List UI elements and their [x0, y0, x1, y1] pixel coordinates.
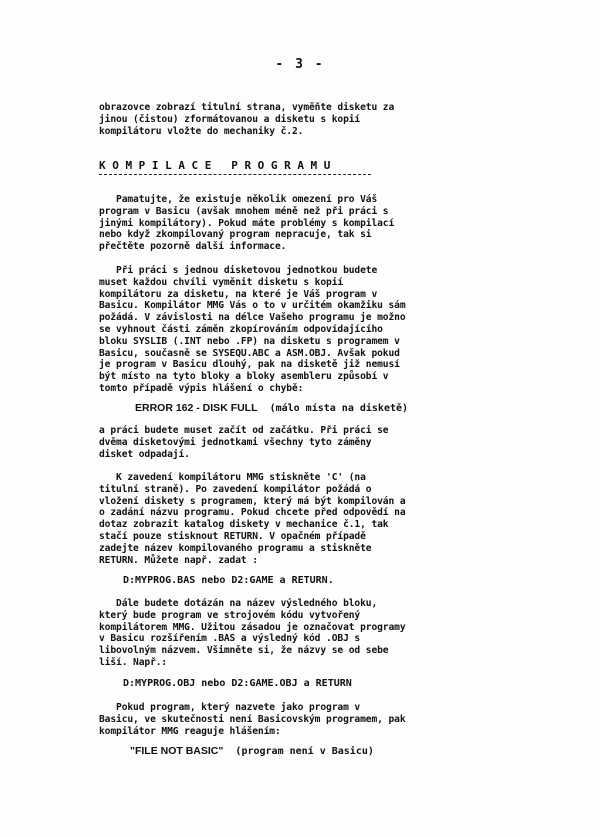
text-line: dotaz zobrazit katalog diskety v mechanice č.1, tak — [99, 519, 389, 531]
paragraph-5 — [99, 598, 509, 669]
paragraph-4 — [99, 472, 509, 566]
text-line: vložení diskety s programem, který má být kompilován a — [99, 495, 406, 507]
text-line: kompilátoru vložte do mechaniky č.2. — [99, 125, 304, 137]
text-line: být místo na tyto bloky a bloky asembleru způsobí v — [99, 371, 389, 383]
intro-paragraph — [99, 102, 509, 137]
text-line: muset každou chvíli vyměnit disketu s kopií — [99, 276, 344, 288]
text-line: jinou (čistou) zformátovanou a disketu s kopií — [99, 113, 361, 125]
heading-underline — [99, 174, 371, 175]
text-line: požádá. V závislosti na délce Vašeho programu je možno — [99, 312, 406, 324]
text-line: jinými kompilátory). Pokud máte problémy s kompilací — [99, 217, 395, 229]
text-line: Basicu, současně se SYSEQU.ABC a ASM.OBJ. Avšak pokud — [99, 347, 400, 359]
text-line: disket odpadají. — [99, 448, 190, 460]
text-line: bloku SYSLIB (.INT nebo .FP) na disketu s programem v — [99, 335, 400, 347]
example-command-2: D:MYPROG.OBJ nebo D2:GAME.OBJ a RETURN — [123, 678, 352, 689]
text-line: nebo když zkompilovaný program nepracuje, tak si — [99, 229, 372, 241]
text-line: Basicu, ve skutečnosti není Basicovským programem, pak — [99, 713, 406, 725]
text-line: Pamatujte, že existuje několik omezení pro Váš — [99, 194, 378, 205]
error-message-line — [135, 402, 408, 414]
text-line: Basicu. Kompilátor MMG Vás o to v určitém okamžiku sám — [99, 300, 406, 312]
error-note-2: (program není v Basicu) — [235, 746, 374, 757]
text-line: RETURN. Můžete např. zadat : — [99, 554, 258, 566]
text-line: a práci budete muset začít od začátku. Při práci se — [99, 425, 389, 436]
text-line: libovolným názvem. Všimněte si, že názvy se od sebe — [99, 645, 389, 657]
text-line: liší. Např.: — [99, 656, 168, 668]
text-line: tomto případě výpis hlášení o chybě: — [99, 382, 304, 394]
text-line: K zavedení kompilátoru MMG stiskněte 'C' (na — [99, 472, 366, 483]
section-heading: KOMPILACE PROGRAMU — [99, 159, 338, 172]
text-line: Dále budete dotázán na název výsledného bloku, — [99, 598, 378, 609]
text-line: obrazovce zobrazí titulní strana, vyměňte disketu za — [99, 102, 395, 113]
text-line: kompilátorem MMG. Užitou zásadou je označovat programy — [99, 621, 406, 633]
text-line: kompilátoru za disketu, na které je Váš program v — [99, 288, 378, 300]
text-line: stačí pouze stisknout RETURN. V opačném případě — [99, 530, 366, 542]
example-command-1: D:MYPROG.BAS nebo D2:GAME a RETURN. — [123, 575, 334, 586]
error-code-2: "FILE NOT BASIC" — [130, 745, 224, 757]
text-line: se vyhnout části záměn zkopírováním odpovídajícího — [99, 323, 383, 335]
text-line: přečtěte pozorně další informace. — [99, 241, 287, 253]
text-line: Při práci s jednou disketovou jednotkou budete — [99, 265, 378, 276]
text-line: kompilátor MMG reaguje hlášením: — [99, 725, 281, 737]
text-line: program v Basicu (avšak mnohem méně než při práci s — [99, 205, 389, 217]
paragraph-6 — [99, 702, 509, 737]
text-line: dvěma disketovými jednotkami všechny tyto záměny — [99, 436, 372, 448]
text-line: který bude program ve strojovém kódu vytvořený — [99, 609, 361, 621]
text-line: Pokud program, který nazvete jako program v — [99, 702, 361, 713]
error-code: ERROR 162 - DISK FULL — [135, 402, 258, 414]
text-line: o zadání názvu programu. Pokud chcete před odpovědí na — [99, 507, 406, 519]
paragraph-1 — [99, 194, 509, 253]
text-line: zadejte název kompilovaného programu a stiskněte — [99, 542, 372, 554]
text-line: je program v Basicu dlouhý, pak na disketě již nemusí — [99, 359, 400, 371]
page-number: - 3 - — [275, 57, 325, 72]
paragraph-3 — [99, 425, 509, 460]
paragraph-2 — [99, 265, 509, 395]
error-message-line-2 — [130, 745, 374, 757]
text-line: titulní straně). Po zavedení kompilátor požádá o — [99, 483, 372, 495]
error-note: (málo místa na disketě) — [269, 403, 409, 414]
text-line: v Basicu rozšířením .BAS a výsledný kód .OBJ s — [99, 633, 361, 645]
